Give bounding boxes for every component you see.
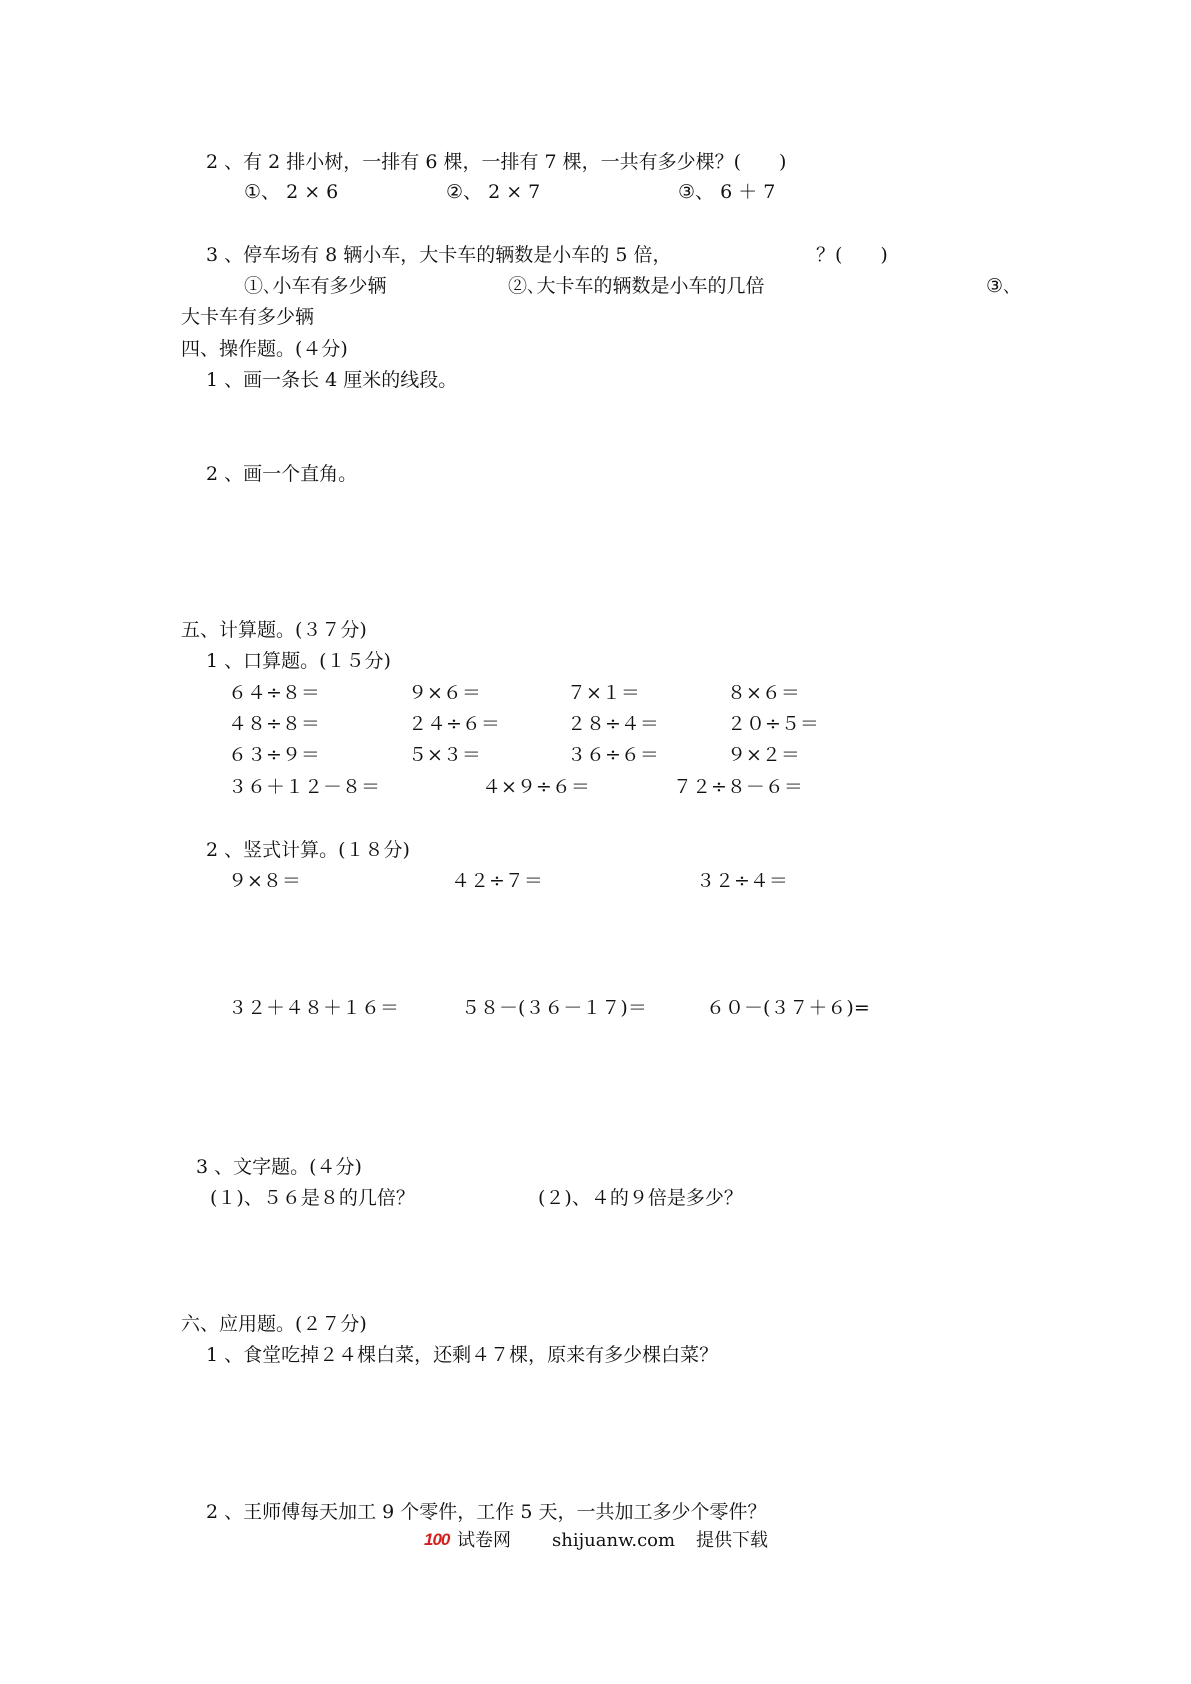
option-3-2-1: ①、 2 × 6: [244, 181, 339, 203]
question-3-3: 3 、停车场有 8 辆小车，大卡车的辆数是小车的 5 倍，: [206, 244, 672, 266]
calc-1-1: ６４÷８＝: [228, 682, 320, 704]
vertical-2-1: ３２＋４８＋１６＝: [228, 997, 400, 1019]
option-3-3-2: ②､大卡车的辆数是小车的几倍: [508, 275, 765, 297]
option-3-3-3: ③､: [986, 275, 1013, 297]
option-3-3-1: ①､小车有多少辆: [244, 275, 387, 297]
question-4-2: 2 、画一个直角。: [206, 463, 358, 485]
option-3-2-3: ③、 6 ＋ 7: [678, 181, 776, 203]
calc-2-4: ２０÷５＝: [727, 713, 819, 735]
calc-3-3: ３６÷６＝: [567, 744, 659, 766]
calc-4-1: ３６＋１２－８＝: [228, 776, 381, 798]
part-5-3-title: 3 、文字题。(４分): [196, 1156, 362, 1178]
question-6-1: 1 、食堂吃掉２４棵白菜，还剩４７棵，原来有多少棵白菜？: [206, 1344, 719, 1366]
vertical-1-3: ３２÷４＝: [696, 870, 788, 892]
question-3-2: 2 、有 2 排小树，一排有 6 棵，一排有 7 棵，一共有多少棵？( ): [206, 151, 787, 173]
site-logo: 100: [424, 1530, 450, 1549]
section-4-title: 四、操作题。(４分): [181, 338, 348, 360]
vertical-2-2: ５８－(３６－１７)＝: [461, 997, 647, 1019]
question-6-2: 2 、王师傅每天加工 9 个零件，工作 5 天，一共加工多少个零件？: [206, 1501, 767, 1523]
question-4-1: 1 、画一条长 4 厘米的线段。: [206, 369, 458, 391]
calc-3-2: ５×３＝: [408, 744, 481, 766]
site-name: 试卷网: [457, 1530, 511, 1551]
site-tagline: 提供下载: [696, 1530, 768, 1551]
calc-4-3: ７２÷８－６＝: [673, 776, 803, 798]
calc-3-4: ９×２＝: [727, 744, 800, 766]
calc-1-2: ９×６＝: [408, 682, 481, 704]
calc-1-3: ７×１＝: [567, 682, 640, 704]
calc-3-1: ６３÷９＝: [228, 744, 320, 766]
question-3-3-blank: ？( ): [816, 244, 888, 266]
calc-2-1: ４８÷８＝: [228, 713, 320, 735]
part-5-2-title: 2 、竖式计算。(１８分): [206, 839, 410, 861]
calc-4-2: ４×９÷６＝: [482, 776, 590, 798]
part-5-1-title: 1 、口算题。(１５分): [206, 650, 391, 672]
calc-2-2: ２４÷６＝: [408, 713, 500, 735]
section-5-title: 五、计算题。(３７分): [181, 619, 367, 641]
vertical-2-3: ６０－(３７＋６)=: [706, 997, 870, 1019]
word-problem-1: (１)、５６是８的几倍？: [210, 1187, 415, 1209]
calc-1-4: ８×６＝: [727, 682, 800, 704]
site-domain[interactable]: shijuanw.com: [552, 1530, 676, 1551]
option-3-2-2: ②、 2 × 7: [446, 181, 541, 203]
option-3-3-3-cont: 大卡车有多少辆: [181, 306, 315, 328]
word-problem-2: (２)、４的９倍是多少？: [538, 1187, 743, 1209]
vertical-1-1: ９×８＝: [228, 870, 301, 892]
calc-2-3: ２８÷４＝: [567, 713, 659, 735]
vertical-1-2: ４２÷７＝: [451, 870, 543, 892]
section-6-title: 六、应用题。(２７分): [181, 1313, 367, 1335]
